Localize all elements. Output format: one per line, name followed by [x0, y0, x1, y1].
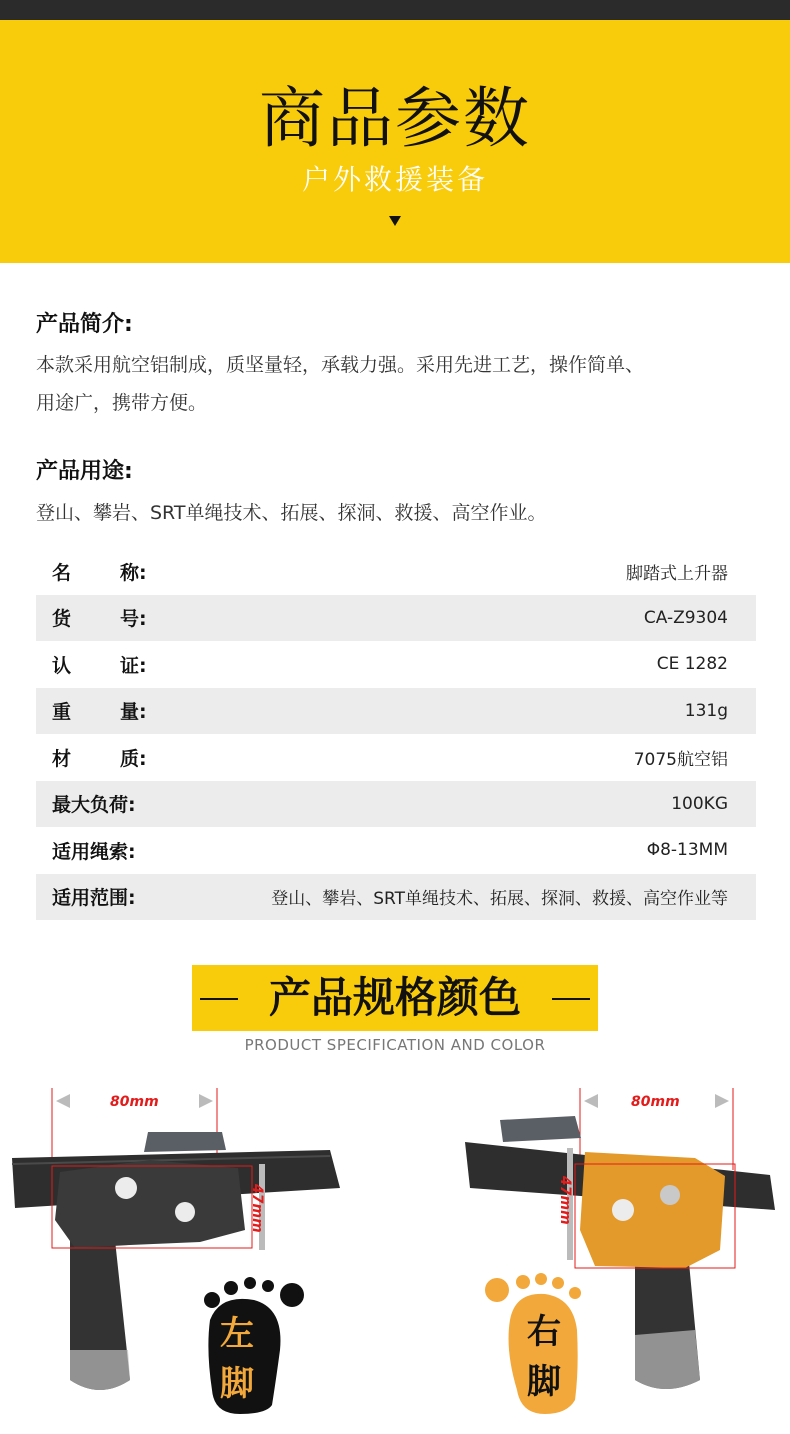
spec-value: 131g — [684, 700, 728, 721]
toe-icon — [244, 1277, 256, 1289]
spec-section-title: 产品规格颜色 — [268, 973, 521, 1022]
ascender-device — [580, 1152, 725, 1268]
intro-text-line2: 用途广，携带方便。 — [36, 392, 208, 414]
usage-heading: 产品用途: — [36, 459, 133, 484]
device-hole — [175, 1202, 195, 1222]
spec-row-weight — [36, 688, 756, 735]
spec-label: 最大负荷: — [52, 794, 136, 817]
arrow-right-icon — [199, 1094, 213, 1108]
spec-label: 认 证: — [52, 654, 147, 677]
spec-value: 100KG — [671, 793, 728, 814]
buckle — [144, 1132, 226, 1152]
width-label: 80mm — [110, 1094, 159, 1110]
width-label: 80mm — [631, 1094, 680, 1110]
ascender-device — [55, 1160, 245, 1248]
intro-heading: 产品简介: — [36, 312, 133, 337]
loop-stripes — [70, 1350, 130, 1390]
spec-table — [36, 548, 756, 920]
intro-text — [36, 346, 756, 422]
spec-section-subtitle: PRODUCT SPECIFICATION AND COLOR — [244, 1036, 546, 1054]
divider — [552, 998, 590, 1000]
left-foot-ascender-image — [0, 1080, 395, 1420]
spec-label: 材 质: — [52, 747, 147, 770]
arrow-right-icon — [715, 1094, 729, 1108]
height-label: 47mm — [249, 1184, 265, 1233]
device-hole — [612, 1199, 634, 1221]
arrow-left-icon — [584, 1094, 598, 1108]
foot-label-line2: 脚 — [220, 1364, 254, 1404]
arrow-left-icon — [56, 1094, 70, 1108]
toe-icon — [552, 1277, 564, 1289]
top-dark-bar — [0, 0, 790, 20]
spec-value: CE 1282 — [656, 654, 728, 675]
spec-value: Φ8-13MM — [646, 840, 728, 861]
usage-text: 登山、攀岩、SRT单绳技术、拓展、探洞、救援、高空作业。 — [36, 502, 547, 524]
foot-label-line1: 右 — [527, 1312, 561, 1352]
toe-icon — [569, 1287, 581, 1299]
buckle — [500, 1116, 581, 1142]
spec-section-banner — [192, 965, 598, 1031]
spec-label: 适用范围: — [52, 887, 136, 910]
height-label: 47mm — [557, 1176, 573, 1225]
toe-icon — [485, 1278, 509, 1302]
toe-icon — [224, 1281, 238, 1295]
hero-banner — [0, 20, 790, 263]
spec-value: CA-Z9304 — [643, 607, 728, 628]
spec-row-range — [36, 874, 756, 921]
spec-label: 重 量: — [52, 701, 147, 724]
down-arrow-icon — [389, 216, 401, 226]
toe-icon — [516, 1275, 530, 1289]
foot-label-line2: 脚 — [527, 1362, 561, 1402]
loop-stripes — [635, 1330, 700, 1389]
spec-label: 适用绳索: — [52, 840, 136, 863]
spec-row-certification — [36, 641, 756, 688]
spec-label: 名 称: — [52, 561, 147, 584]
spec-row-max-load — [36, 781, 756, 828]
spec-row-name — [36, 548, 756, 595]
spec-row-material — [36, 734, 756, 781]
spec-value: 登山、攀岩、SRT单绳技术、拓展、探洞、救援、高空作业等 — [271, 889, 728, 910]
toe-icon — [280, 1283, 304, 1307]
device-hole — [115, 1177, 137, 1199]
toe-icon — [262, 1280, 274, 1292]
foot-label-line1: 左 — [220, 1314, 254, 1354]
spec-label: 货 号: — [52, 608, 147, 631]
spec-row-rope — [36, 827, 756, 874]
spec-row-model — [36, 595, 756, 642]
right-foot-ascender-image — [395, 1080, 790, 1420]
page-subtitle: 户外救援装备 — [301, 163, 488, 196]
toe-icon — [535, 1273, 547, 1285]
device-hole — [660, 1185, 680, 1205]
page-title: 商品参数 — [259, 80, 531, 157]
spec-value: 7075航空铝 — [633, 749, 728, 770]
spec-value: 脚踏式上升器 — [626, 563, 728, 584]
intro-text-line1: 本款采用航空铝制成，质坚量轻，承载力强。采用先进工艺，操作简单、 — [36, 354, 645, 376]
toe-icon — [204, 1292, 220, 1308]
